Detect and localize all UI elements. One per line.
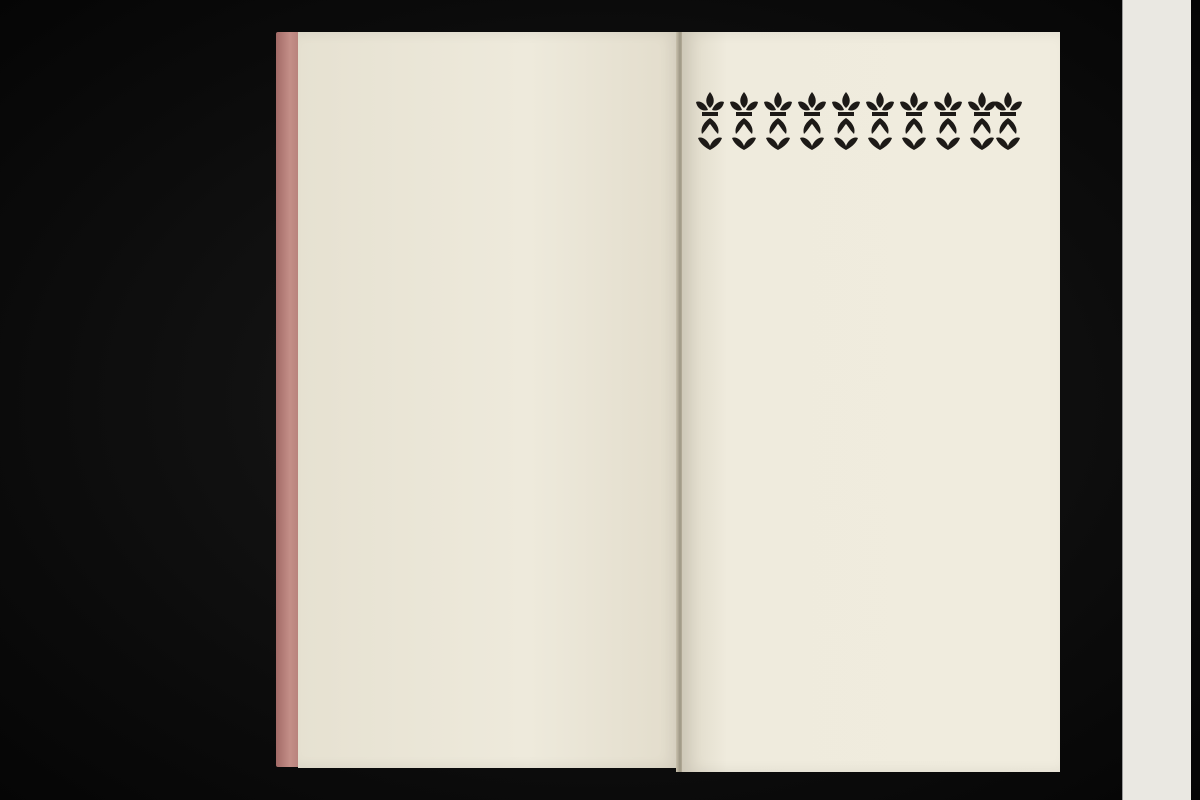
- right-page: [682, 32, 1060, 772]
- drop-cap: [692, 244, 772, 336]
- left-page: [298, 32, 680, 768]
- measuring-ruler: [1122, 0, 1191, 800]
- headpiece-ornament: [690, 86, 1028, 156]
